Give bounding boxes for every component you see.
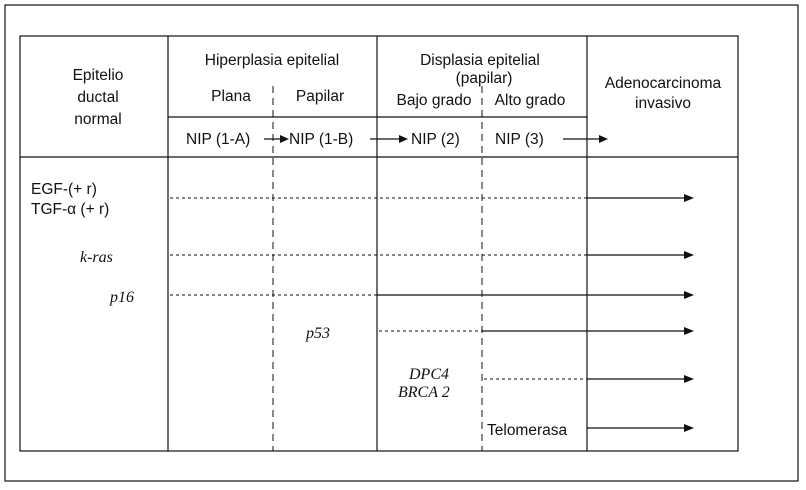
header-bajo-grado: Bajo grado (396, 92, 472, 109)
header-normal-line2: ductal (77, 89, 119, 106)
header-adenocarcinoma-line2: invasivo (635, 95, 691, 112)
stage-nip-2: NIP (2) (411, 131, 460, 148)
marker-brca2: BRCA 2 (398, 384, 450, 401)
telomerasa-arrow-head (684, 424, 694, 432)
marker-dpc4: DPC4 (409, 366, 449, 383)
kras-arrow-head (684, 251, 694, 259)
header-normal-line1: Epitelio (72, 67, 124, 84)
stage-nip-1a: NIP (1-A) (186, 131, 251, 148)
p53-arrow-head (684, 327, 694, 335)
marker-telomerasa: Telomerasa (487, 422, 568, 439)
egf-arrow-head (684, 194, 694, 202)
stage-arrow-2-head (399, 135, 408, 143)
p16-arrow-head (684, 291, 694, 299)
marker-kras: k-ras (80, 249, 113, 266)
stage-arrow-3-head (599, 135, 608, 143)
marker-egf: EGF-(+ r) (31, 181, 97, 198)
table-border (20, 36, 738, 451)
header-papilar: Papilar (295, 88, 345, 105)
stage-arrow-1-head (280, 135, 289, 143)
marker-p53: p53 (306, 325, 330, 342)
header-displasia-sub: (papilar) (455, 70, 513, 87)
header-adenocarcinoma-line1: Adenocarcinoma (604, 75, 722, 92)
header-normal-line3: normal (74, 111, 122, 128)
stage-nip-1b: NIP (1-B) (289, 131, 354, 148)
dpc4-arrow-head (684, 375, 694, 383)
header-alto-grado: Alto grado (494, 92, 566, 109)
header-hiperplasia: Hiperplasia epitelial (204, 52, 340, 69)
marker-p16: p16 (110, 289, 134, 306)
header-displasia: Displasia epitelial (420, 52, 540, 69)
marker-tgf: TGF-α (+ r) (31, 201, 110, 218)
header-plana: Plana (211, 88, 251, 105)
stage-nip-3: NIP (3) (495, 131, 544, 148)
